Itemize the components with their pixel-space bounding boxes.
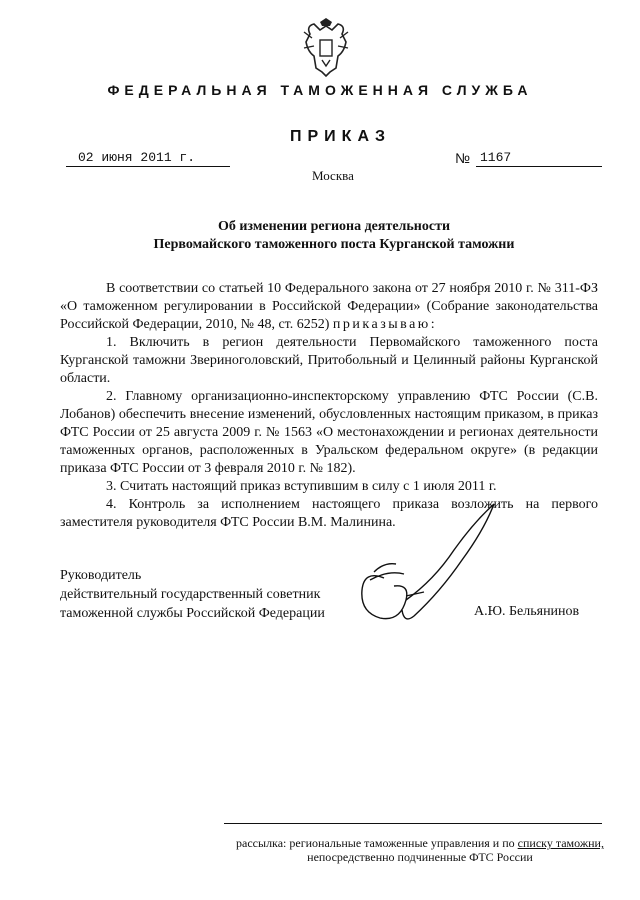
order-body xyxy=(60,280,598,532)
subject-line-2: Первомайского таможенного поста Курганской таможни xyxy=(153,237,515,252)
emblem-icon xyxy=(300,18,352,78)
order-item-3: 3. Считать настоящий приказ вступившим в силу с 1 июля 2011 г. xyxy=(106,479,497,494)
preamble-text: В соответствии со статьей 10 Федерального закона от 27 ноября 2010 г. № 311-ФЗ «О таможенном регулировании в Российской Федерации» (Собрание законодательства Российской Федерации, 2010, № 48, ст. 6252) xyxy=(60,281,598,332)
subject-line-1: Об изменении региона деятельности xyxy=(217,219,451,234)
distribution-prefix: рассылка: региональные таможенные управления и по xyxy=(236,836,518,850)
order-item-1: 1. Включить в регион деятельности Первомайского таможенного поста Курганской таможни Звериноголовский, Притобольный и Целинный районы Курганской области. xyxy=(60,335,598,386)
preamble xyxy=(60,280,598,334)
order-number: 1167 xyxy=(476,150,602,167)
signer-name: А.Ю. Бельянинов xyxy=(474,604,580,619)
order-item-4: 4. Контроль за исполнением настоящего приказа возложить на первого заместителя руководителя ФТС России В.М. Малинина. xyxy=(60,497,598,530)
order-item-2: 2. Главному организационно-инспекторскому управлению ФТС России (С.В. Лобанов) обеспечить внесение изменений, обусловленных настоящим приказом, в приказ ФТС России от 25 августа 2009 г. № 1563 «О местонахождении и регионах деятельности таможенных органов, расположенных в Уральском федеральном округе» (в редакции приказа ФТС России от 3 февраля 2010 г. № 182). xyxy=(60,389,598,476)
city: Москва xyxy=(312,168,354,183)
distribution-list xyxy=(224,836,616,864)
number-label: № xyxy=(455,150,471,166)
order-subject xyxy=(60,218,608,254)
order-word: приказываю: xyxy=(332,317,438,332)
signer-title-line-1: Руководитель xyxy=(60,568,142,583)
signer-title-line-2: действительный государственный советник xyxy=(60,587,321,602)
order-date: 02 июня 2011 г. xyxy=(66,150,230,167)
distribution-divider xyxy=(224,823,602,824)
signer-title xyxy=(60,566,325,623)
distribution-line-2: непосредственно подчиненные ФТС России xyxy=(307,850,533,864)
signer-title-line-3: таможенной службы Российской Федерации xyxy=(60,606,325,621)
document-type: ПРИКАЗ xyxy=(290,128,392,145)
agency-name: ФЕДЕРАЛЬНАЯ ТАМОЖЕННАЯ СЛУЖБА xyxy=(107,82,533,98)
distribution-line-1 xyxy=(224,836,616,850)
distribution-link: списку таможни, xyxy=(517,836,604,850)
